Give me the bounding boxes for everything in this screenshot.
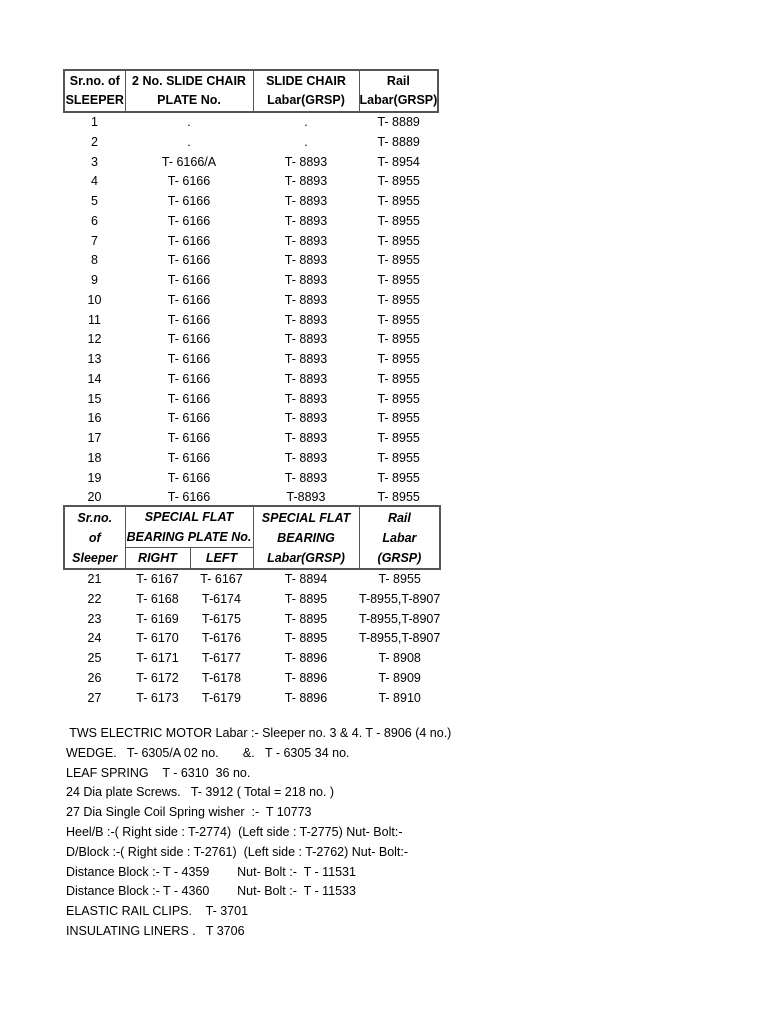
table-cell: T- 6166 xyxy=(167,490,211,505)
header-plate xyxy=(125,506,253,548)
table-cell: T- 8955 xyxy=(377,194,420,208)
table-row xyxy=(64,330,438,350)
table-cell: T-8955,T-8907 xyxy=(359,611,441,626)
table-cell: T- 6166 xyxy=(167,213,211,228)
table-cell: . xyxy=(304,115,308,129)
table-row xyxy=(64,232,438,252)
header-slide-chair-labar xyxy=(253,70,359,112)
table-cell: T- 6166 xyxy=(167,431,211,445)
table-cell: T-8893 xyxy=(286,490,326,505)
table-cell: T- 8955 xyxy=(377,371,420,386)
table-cell: T- 8910 xyxy=(378,690,421,705)
table-cell: T- 8955 xyxy=(377,352,420,366)
table-cell: T- 8893 xyxy=(284,253,328,268)
note-line: Distance Block :- T - 4359 Nut- Bolt :- T - 11531 xyxy=(66,864,356,879)
table-row xyxy=(64,370,438,390)
table-cell: 19 xyxy=(87,470,102,485)
table-cell: 20 xyxy=(87,490,102,505)
header-bearing xyxy=(253,506,359,569)
table-cell: T- 8893 xyxy=(284,332,328,347)
header-rail-labar xyxy=(359,70,438,112)
table-row xyxy=(64,271,438,291)
note-line: D/Block :-( Right side : T-2761) (Left side : T-2762) Nut- Bolt:- xyxy=(66,844,409,859)
table-cell: T- 8955 xyxy=(377,470,420,485)
table-cell: 10 xyxy=(87,292,102,307)
header-srno xyxy=(64,506,125,569)
table-cell: T- 6171 xyxy=(136,651,179,665)
table-cell: T- 8908 xyxy=(378,651,421,665)
table-cell: 17 xyxy=(87,431,102,445)
table-cell: T- 6166 xyxy=(167,411,211,426)
table-cell: 24 xyxy=(87,631,102,646)
table-cell: T- 6167 xyxy=(200,572,243,586)
table-cell: T-6176 xyxy=(202,631,241,646)
table-cell: 15 xyxy=(87,391,102,406)
table-cell: T- 8895 xyxy=(284,631,328,646)
header-srno-line-1: Sr.no. xyxy=(77,510,113,525)
table-cell: 21 xyxy=(87,572,102,586)
table-cell: T- 8896 xyxy=(284,690,328,705)
table-cell: T- 6166 xyxy=(167,371,211,386)
table-cell: . xyxy=(304,134,308,149)
table-cell: T- 6166 xyxy=(167,352,211,366)
table-cell: 27 xyxy=(87,690,102,705)
note-line: 24 Dia plate Screws. T- 3912 ( Total = 218 no. ) xyxy=(66,785,335,800)
header-bearing-line-3: Labar(GRSP) xyxy=(267,550,345,565)
table-cell: 8 xyxy=(91,253,98,268)
table-row xyxy=(64,291,438,311)
table-cell: T-6178 xyxy=(202,670,241,685)
table-cell: T- 8893 xyxy=(284,273,328,287)
table-cell: 3 xyxy=(91,154,98,169)
table-cell: 22 xyxy=(87,591,102,606)
table-cell: T- 8893 xyxy=(284,431,328,445)
table-cell: T- 8955 xyxy=(377,273,420,287)
table-cell: T- 8955 xyxy=(377,233,420,248)
table-row xyxy=(64,610,440,630)
table-cell: T- 6166 xyxy=(167,273,211,287)
table-row xyxy=(64,350,438,370)
table-row xyxy=(64,251,438,271)
table-cell: 5 xyxy=(91,194,98,208)
table-cell: T- 8893 xyxy=(284,292,328,307)
header-slide-chair-labar-line-1: SLIDE CHAIR xyxy=(266,73,346,88)
table-cell: T- 6173 xyxy=(136,690,179,705)
table-cell: T- 8894 xyxy=(284,572,328,586)
table-cell: T- 8893 xyxy=(284,213,328,228)
table-cell: T- 8955 xyxy=(377,411,420,426)
table-cell: T- 8893 xyxy=(284,312,328,327)
table-cell: T- 8889 xyxy=(377,134,420,149)
special-flat-bearing-table xyxy=(63,505,441,708)
table-row xyxy=(64,153,438,173)
table-cell: T- 8893 xyxy=(284,371,328,386)
table-cell: T- 8955 xyxy=(377,174,420,189)
note-line: TWS ELECTRIC MOTOR Labar :- Sleeper no. 3 & 4. T - 8906 (4 no.) xyxy=(66,726,452,740)
table-cell: T- 6170 xyxy=(136,631,179,646)
table-row xyxy=(64,409,438,429)
table-cell: 26 xyxy=(87,670,102,685)
table-cell: T- 8889 xyxy=(377,115,420,129)
table-row xyxy=(64,311,438,331)
table-cell: T- 8954 xyxy=(377,154,420,169)
table-cell: T- 6166/A xyxy=(161,154,217,169)
table-cell: T- 8955 xyxy=(377,253,420,268)
table-cell: 1 xyxy=(91,115,98,129)
table-row xyxy=(64,569,440,590)
table-cell: T- 6172 xyxy=(136,670,179,685)
table-cell: 23 xyxy=(87,611,102,626)
note-line: WEDGE. T- 6305/A 02 no. &. T - 6305 34 no. xyxy=(66,745,350,760)
header-bearing-line-2: BEARING xyxy=(277,530,335,545)
table-cell: T- 6166 xyxy=(167,450,211,465)
table-row xyxy=(64,629,440,649)
table-cell: T- 8955 xyxy=(377,213,420,228)
header-right: RIGHT xyxy=(125,548,190,570)
table-cell: T- 8893 xyxy=(284,174,328,189)
table-cell: T- 8955 xyxy=(377,292,420,307)
table-row xyxy=(64,212,438,232)
table-cell: T- 8893 xyxy=(284,154,328,169)
table-row xyxy=(64,133,438,153)
table-cell: 25 xyxy=(87,651,102,665)
table-cell: T- 8895 xyxy=(284,611,328,626)
table-cell: T- 8893 xyxy=(284,352,328,366)
header-left: LEFT xyxy=(190,548,253,570)
table-row xyxy=(64,669,440,689)
table-cell: T- 6166 xyxy=(167,292,211,307)
table-cell: 7 xyxy=(91,233,98,248)
table-row xyxy=(64,689,440,709)
table-cell: T- 6166 xyxy=(167,312,211,327)
slide-chair-table-body xyxy=(64,112,438,508)
table-cell: T- 6166 xyxy=(167,332,211,347)
table-cell: 6 xyxy=(91,213,98,228)
table-cell: T-8955,T-8907 xyxy=(359,591,441,606)
table-cell: T-6179 xyxy=(202,690,241,705)
table-cell: T- 6166 xyxy=(167,470,211,485)
table-cell: T- 6166 xyxy=(167,391,211,406)
table-cell: 2 xyxy=(91,134,98,149)
table-cell: . xyxy=(187,134,191,149)
header-rail-line-2: Labar xyxy=(382,530,417,545)
table-cell: T- 8893 xyxy=(284,411,328,426)
header-bearing-line-1: SPECIAL FLAT xyxy=(261,510,351,525)
table-row xyxy=(64,390,438,410)
table-row xyxy=(64,590,440,610)
note-line: ELASTIC RAIL CLIPS. T- 3701 xyxy=(66,904,249,919)
note-line: Distance Block :- T - 4360 Nut- Bolt :- T - 11533 xyxy=(66,884,356,899)
header-rail-line-3: (GRSP) xyxy=(377,550,422,565)
table-cell: T- 6168 xyxy=(136,591,179,606)
header-slide-chair-plate-line-1: 2 No. SLIDE CHAIR xyxy=(132,73,246,88)
table-cell: T- 8955 xyxy=(377,450,420,465)
table-cell: T- 8955 xyxy=(378,572,421,586)
special-flat-bearing-table-header xyxy=(64,506,440,569)
table-cell: T-8955,T-8907 xyxy=(359,631,441,646)
table-row xyxy=(64,112,438,133)
header-srno-line-3: Sleeper xyxy=(72,550,118,565)
table-cell: T-6175 xyxy=(202,611,241,626)
table-cell: 9 xyxy=(91,273,98,287)
header-srno-sleeper-line-1: Sr.no. of xyxy=(69,73,120,88)
table-cell: T- 8893 xyxy=(284,470,328,485)
table-row xyxy=(64,429,438,449)
note-line: Heel/B :-( Right side : T-2774) (Left side : T-2775) Nut- Bolt:- xyxy=(66,824,403,839)
table-cell: 4 xyxy=(91,174,98,189)
table-row xyxy=(64,469,438,489)
table-cell: T- 6167 xyxy=(136,572,179,586)
table-cell: 16 xyxy=(87,411,102,426)
header-rail-line-1: Rail xyxy=(387,510,411,525)
slide-chair-table-header xyxy=(64,70,438,112)
header-rail xyxy=(359,506,440,569)
header-rail-labar-line-1: Rail xyxy=(386,73,410,88)
table-row xyxy=(64,649,440,669)
note-line: 27 Dia Single Coil Spring wisher :- T 10773 xyxy=(66,805,312,820)
table-cell: T- 8955 xyxy=(377,332,420,347)
table-cell: T- 8955 xyxy=(377,312,420,327)
table-cell: 12 xyxy=(87,332,102,347)
table-cell: T- 8893 xyxy=(284,194,328,208)
table-cell: T-6177 xyxy=(202,651,241,665)
header-slide-chair-plate xyxy=(125,70,253,112)
header-srno-sleeper xyxy=(64,70,125,112)
table-row xyxy=(64,449,438,469)
table-cell: T- 6166 xyxy=(167,174,211,189)
table-cell: T- 8895 xyxy=(284,591,328,606)
table-row xyxy=(64,172,438,192)
table-cell: T- 8893 xyxy=(284,450,328,465)
table-cell: T- 8896 xyxy=(284,670,328,685)
table-row xyxy=(64,192,438,212)
header-srno-line-2: of xyxy=(88,530,101,545)
notes-list xyxy=(66,724,746,942)
header-srno-sleeper-line-2: SLEEPER xyxy=(65,93,124,107)
table-cell: T- 8893 xyxy=(284,391,328,406)
header-slide-chair-labar-line-2: Labar(GRSP) xyxy=(267,93,345,107)
header-slide-chair-plate-line-2: PLATE No. xyxy=(157,93,221,107)
header-rail-labar-line-2: Labar(GRSP) xyxy=(359,93,438,107)
header-plate-line-1: SPECIAL FLAT xyxy=(144,510,234,524)
table-cell: T- 8909 xyxy=(378,670,421,685)
table-cell: T- 8896 xyxy=(284,651,328,665)
note-line: INSULATING LINERS . T 3706 xyxy=(66,923,245,938)
header-plate-line-2: BEARING PLATE No. xyxy=(126,530,252,544)
table-cell: T- 8893 xyxy=(284,233,328,248)
table-cell: T- 6166 xyxy=(167,233,211,248)
table-cell: T- 8955 xyxy=(377,431,420,445)
table-cell: T-6174 xyxy=(202,591,241,606)
special-flat-bearing-table-body xyxy=(64,569,440,708)
table-cell: T- 8955 xyxy=(377,391,420,406)
table-cell: T- 6169 xyxy=(136,611,179,626)
table-cell: 11 xyxy=(88,312,101,327)
slide-chair-table xyxy=(63,69,439,508)
table-cell: T- 6166 xyxy=(167,253,211,268)
note-line: LEAF SPRING T - 6310 36 no. xyxy=(66,765,251,780)
table-cell: T- 8955 xyxy=(377,490,420,505)
table-cell: T- 6166 xyxy=(167,194,211,208)
table-cell: 18 xyxy=(87,450,102,465)
table-cell: . xyxy=(187,115,191,129)
table-cell: 14 xyxy=(87,371,102,386)
table-cell: 13 xyxy=(87,352,102,366)
